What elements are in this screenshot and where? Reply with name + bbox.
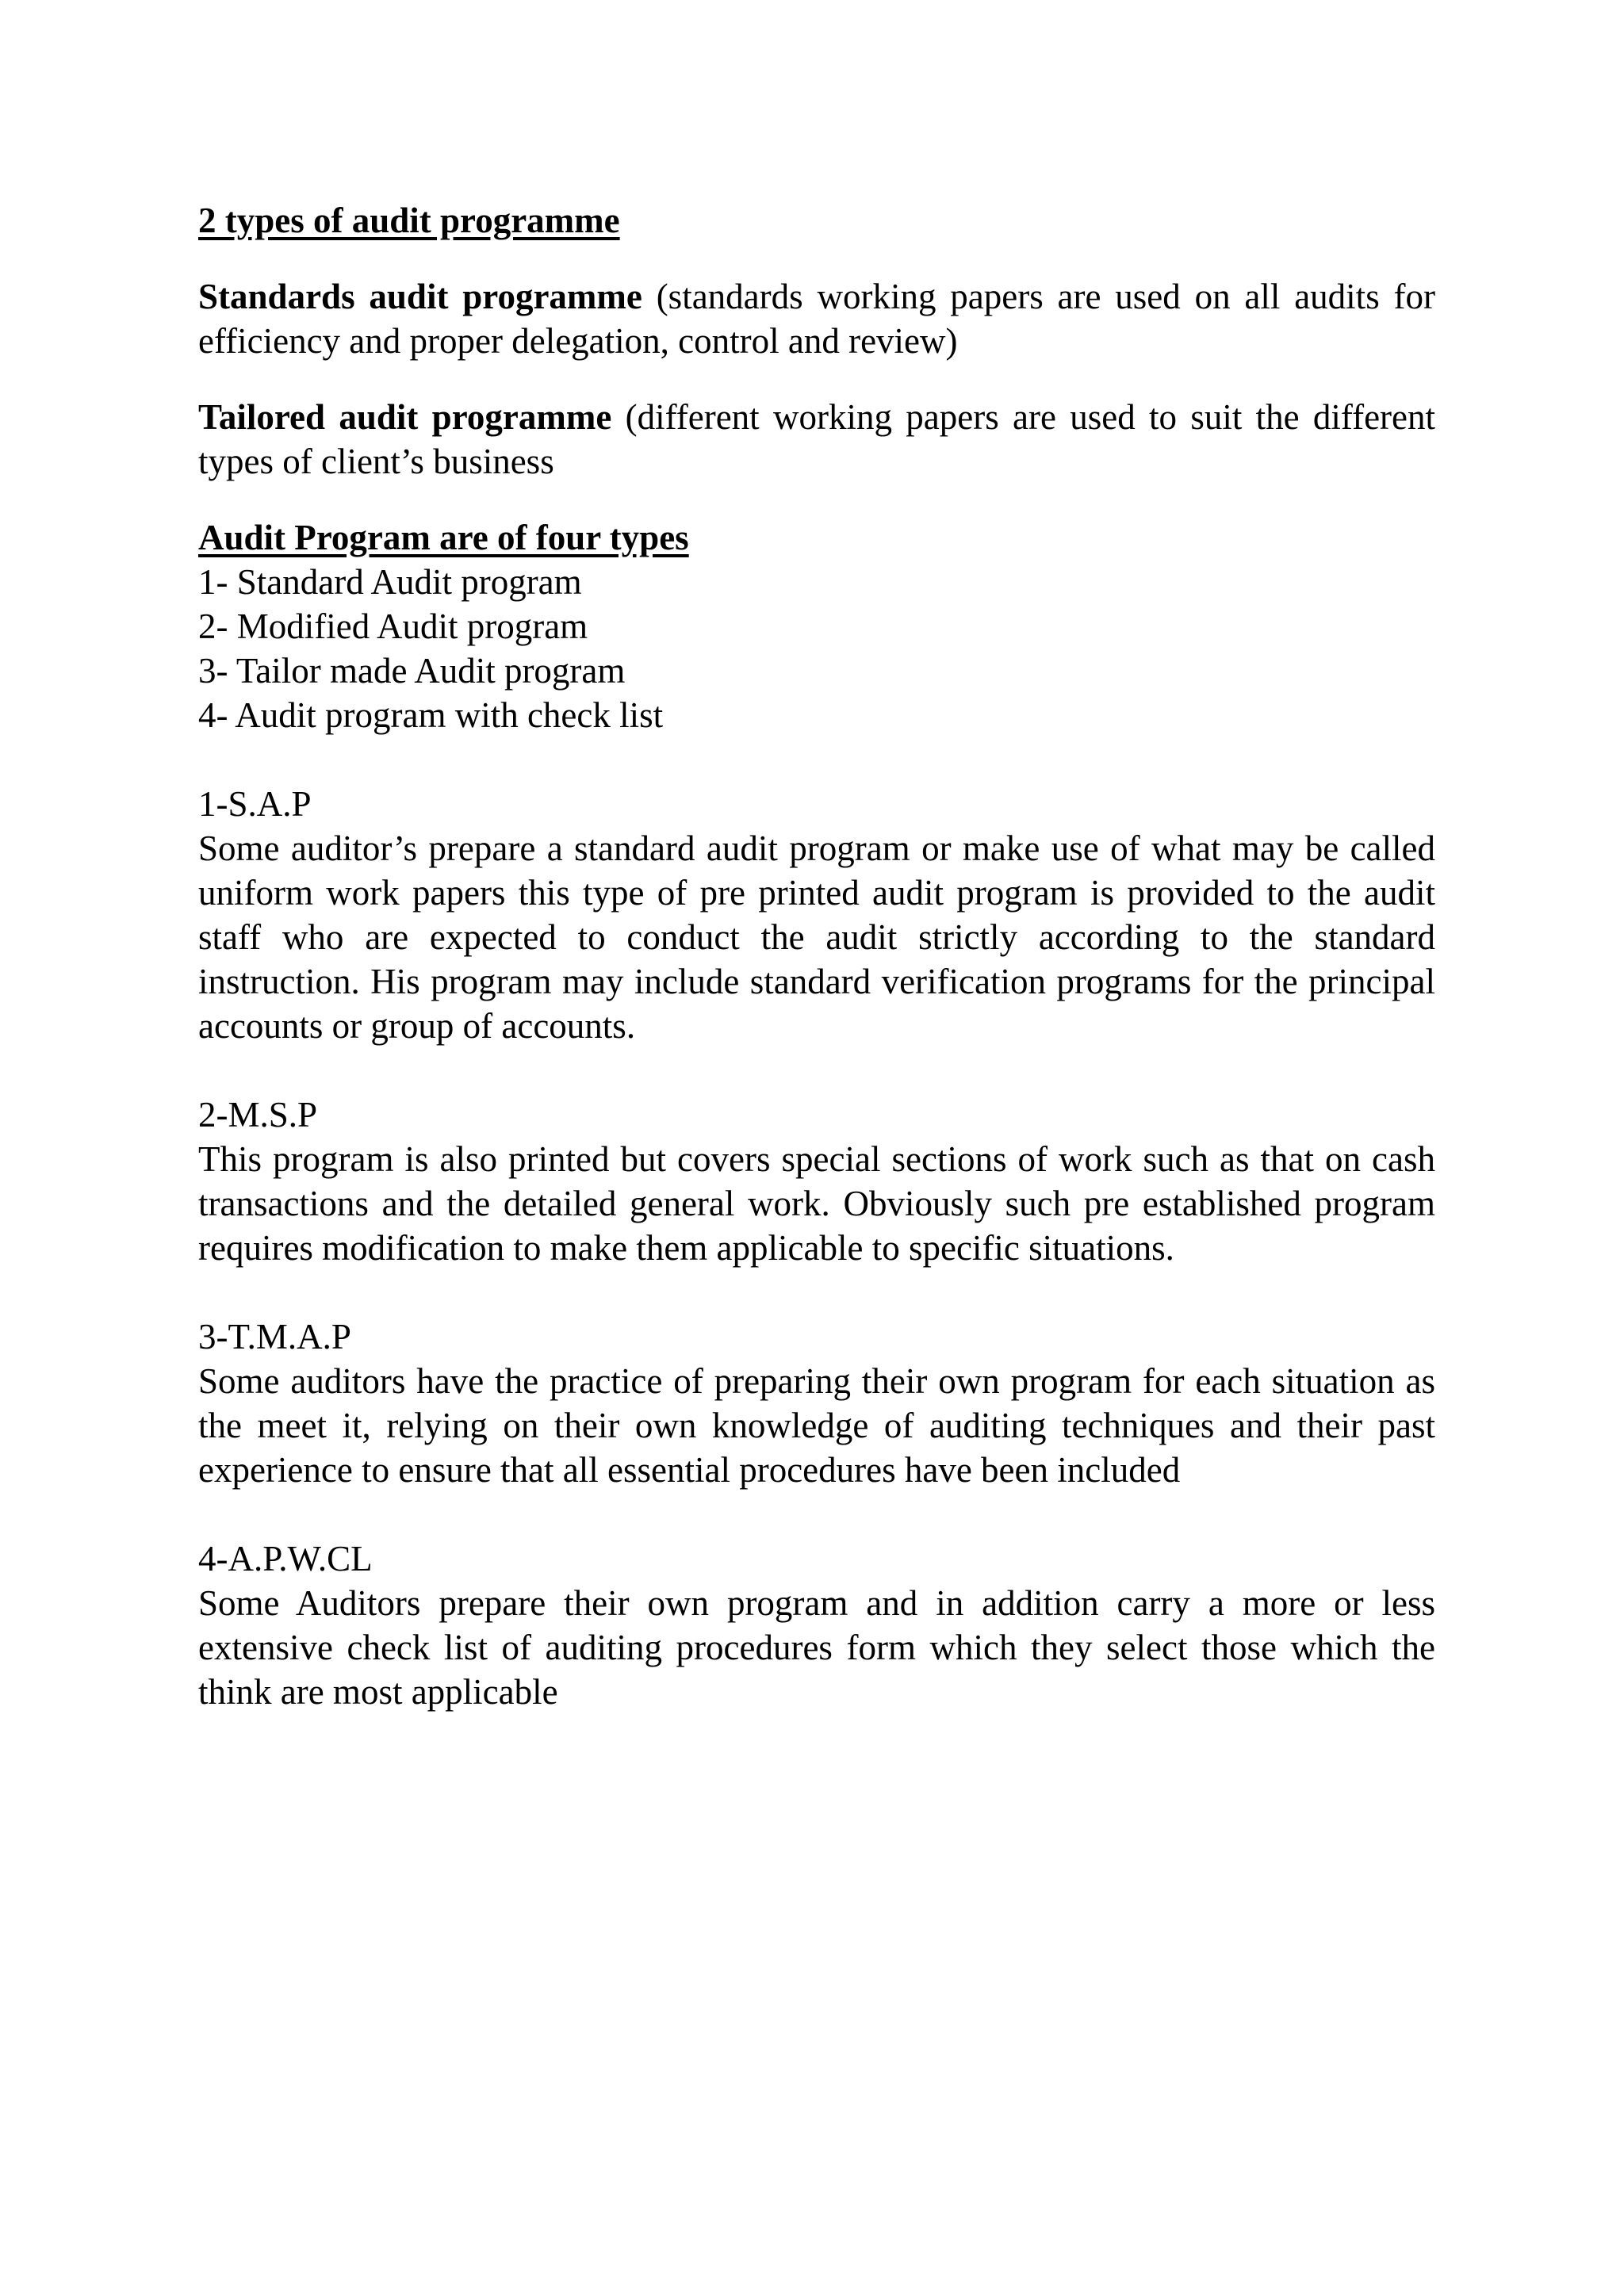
section-text: Some auditor’s prepare a standard audit program or make use of what may be called uniform work papers this type of pre printed audit program is provided to the audit staff who are expected to conduct the audit strictly according to the standard instruction. His program may include standard verification programs for the principal accounts or group of accounts. — [198, 828, 1435, 1046]
section-sap — [198, 782, 1435, 1048]
standards-audit-programme-term: Standards audit programme — [198, 277, 642, 316]
section-label: 4-A.P.W.CL — [198, 1539, 373, 1578]
tailored-audit-programme-desc: (different working papers are used to suit the different types of client’s business — [198, 397, 1435, 481]
standards-audit-programme-paragraph — [198, 274, 1435, 363]
list-item: 4- Audit program with check list — [198, 695, 664, 735]
section-apwcl — [198, 1536, 1435, 1714]
list-item: 1- Standard Audit program — [198, 562, 582, 602]
section-label: 2-M.S.P — [198, 1095, 318, 1135]
audit-program-types-list — [198, 560, 1435, 737]
section-text: Some auditors have the practice of preparing their own program for each situation as the meet it, relying on their own knowledge of auditing techniques and their past experience to ensure that all essential procedures have been included — [198, 1361, 1435, 1490]
section-msp — [198, 1093, 1435, 1270]
heading-four-types: Audit Program are of four types — [198, 518, 689, 557]
tailored-audit-programme-term: Tailored audit programme — [198, 397, 612, 437]
section-text: This program is also printed but covers special sections of work such as that on cash transactions and the detailed general work. Obviously such pre established program requires modification to make them applicable to specific situations. — [198, 1139, 1435, 1268]
standards-audit-programme-desc: (standards working papers are used on all audits for efficiency and proper delegation, control and review) — [198, 277, 1435, 361]
list-item: 2- Modified Audit program — [198, 607, 588, 646]
section-tmap — [198, 1314, 1435, 1492]
section-label: 1-S.A.P — [198, 784, 312, 824]
document-body — [198, 198, 1435, 1714]
section-text: Some Auditors prepare their own program and in addition carry a more or less extensive check list of auditing procedures form which they select those which the think are most applicable — [198, 1583, 1435, 1712]
heading-audit-programme-types: 2 types of audit programme — [198, 201, 620, 240]
list-item: 3- Tailor made Audit program — [198, 651, 626, 691]
section-label: 3-T.M.A.P — [198, 1317, 351, 1357]
tailored-audit-programme-paragraph — [198, 395, 1435, 484]
